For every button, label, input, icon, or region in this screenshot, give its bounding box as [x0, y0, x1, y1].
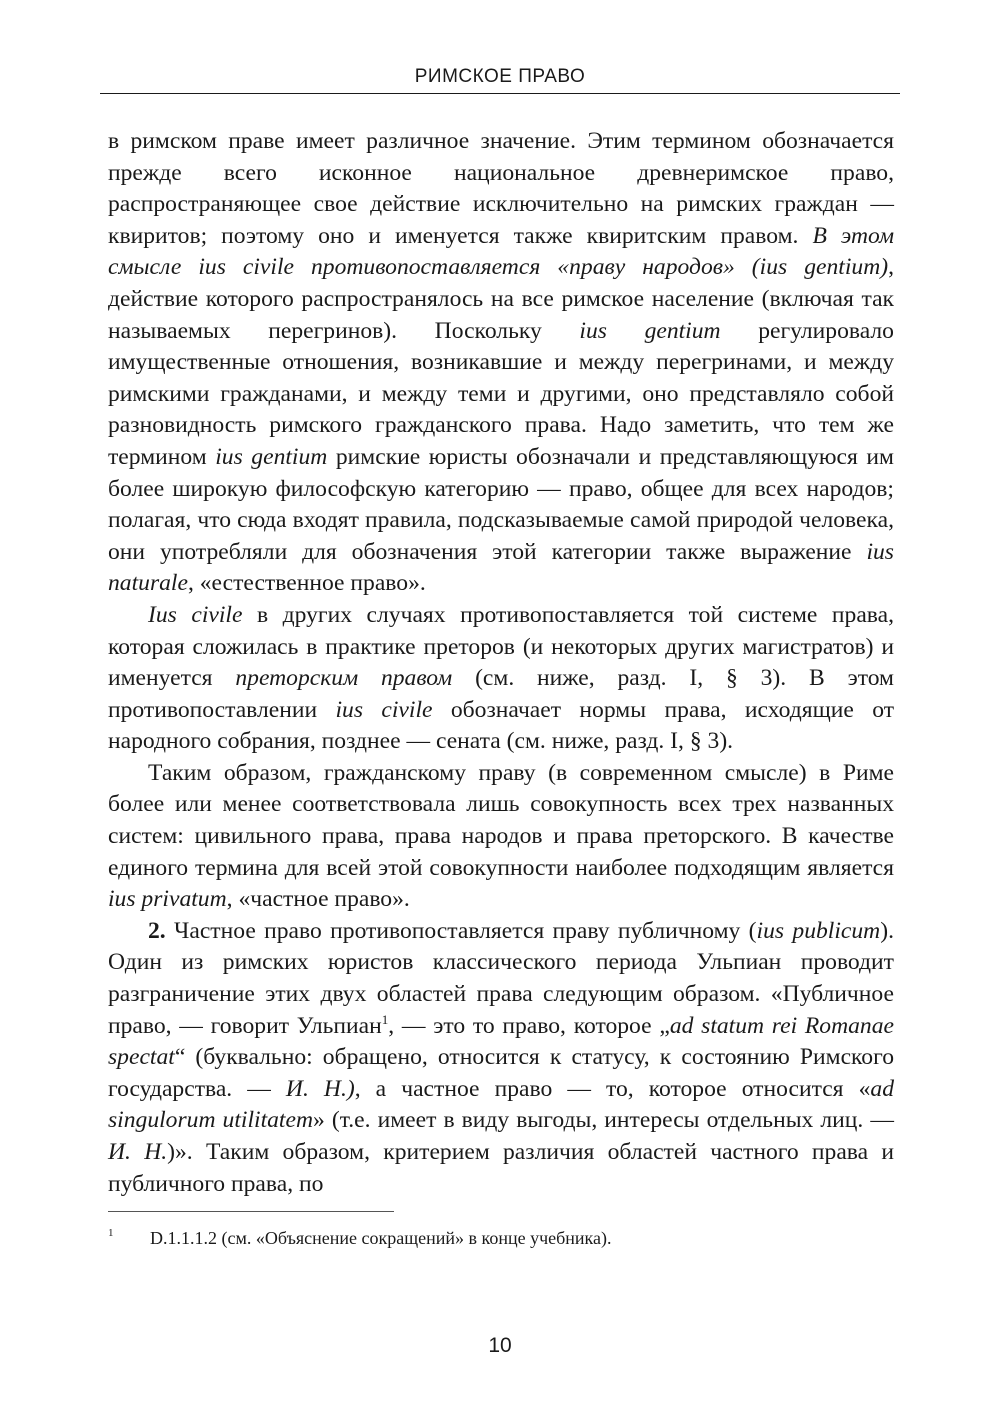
text-run: Частное право противопоставляется праву публичному (	[165, 917, 757, 944]
text-run: обозначает нормы права, исходящие от народного собрания, позднее — сената (см. ниже, разд. I, § 3).	[108, 696, 895, 755]
text-run: ). Один из римских юристов классического периода Ульпиан проводит разграничение этих двух областей права следующим образом. «Публичное право, — говорит Ульпиан	[108, 917, 894, 1039]
paragraph-2	[108, 600, 894, 758]
text-run: “ (буквально: обращено, относится к статусу, к состоянию Римского государства. —	[108, 1044, 894, 1102]
header-rule	[100, 93, 900, 94]
footnote-mark: 1	[108, 1227, 114, 1239]
italic-run: ius gentium	[215, 443, 328, 470]
text-run: (см. ниже, разд. I, § 3). В этом противопоставлении	[108, 665, 894, 723]
italic-run: ad singulorum utilitatem	[108, 1075, 894, 1134]
text-run: , действие которого распространялось на все римское население (включая так называемых перегринов). Поскольку	[108, 254, 894, 344]
page-number: 10	[488, 1334, 512, 1357]
italic-run: ius privatum	[108, 886, 227, 913]
running-title: РИМСКОЕ ПРАВО	[414, 66, 586, 87]
main-text	[108, 126, 894, 1200]
text-run: , а частное право — то, которое относится «	[354, 1075, 871, 1102]
italic-run: И. Н.	[108, 1139, 168, 1165]
italic-run: В этом смысле ius civile противопоставляется «праву народов» (ius gentium)	[108, 222, 894, 281]
footnote-separator	[108, 1211, 394, 1212]
footnote-text: D.1.1.1.2 (см. «Объяснение сокращений» в конце учебника).	[150, 1228, 612, 1248]
section-number: 2.	[148, 917, 166, 944]
paragraph-3	[108, 758, 894, 916]
text-run: Таким образом, гражданскому праву (в современном смысле) в Риме более или менее соответствовала лишь совокупность всех трех названных систем: цивильного права, права народов и права преторского. В качестве единого термина для всей этой совокупности наиболее подходящим является	[108, 759, 894, 881]
text-run: в римском праве имеет различное значение. Этим термином обозначается прежде всего исконное национальное древнеримское право, распространяющее свое действие исключительно на римских граждан — квиритов; поэтому оно и именуется также квиритским правом.	[108, 128, 894, 249]
text-run: » (т.е. имеет в виду выгоды, интересы отдельных лиц. —	[313, 1107, 894, 1134]
paragraph-1	[108, 126, 894, 600]
italic-run: Ius civile	[148, 601, 243, 628]
text-run: в других случаях противопоставляется той системе права, которая сложилась в практике преторов (и некоторых других магистратов) и именуется	[108, 601, 894, 692]
footnote	[108, 1226, 894, 1250]
text-run: римские юристы обозначали и представляющуюся им более широкую философскую категорию — право, общее для всех народов; полагая, что сюда входят правила, подсказываемые самой природой человека, они употребляли для обозначения этой категории также выражение	[108, 443, 894, 565]
text-run: , «естественное право».	[187, 570, 426, 597]
italic-run: преторским правом	[235, 665, 453, 692]
italic-run: ius naturale	[108, 538, 894, 597]
italic-run: И. Н.)	[285, 1075, 355, 1102]
italic-run: ius publicum	[756, 917, 881, 944]
footnote-reference[interactable]: 1	[381, 1011, 389, 1027]
paragraph-4	[108, 916, 894, 1200]
italic-run: ad statum rei Romanae spectat	[108, 1012, 894, 1071]
text-run: , — это то право, которое „	[388, 1012, 670, 1039]
text-run: )». Таким образом, критерием различия областей частного права и публичного права, по	[108, 1139, 895, 1197]
italic-run: ius civile	[335, 696, 433, 723]
text-run: регулировало имущественные отношения, возникавшие и между перегринами, и между римскими гражданами, и между теми и другими, оно представляло собой разновидность римского гражданского права. Надо заметить, что тем же термином	[108, 317, 894, 470]
text-run: , «частное право».	[226, 886, 410, 913]
italic-run: ius gentium	[579, 317, 721, 344]
